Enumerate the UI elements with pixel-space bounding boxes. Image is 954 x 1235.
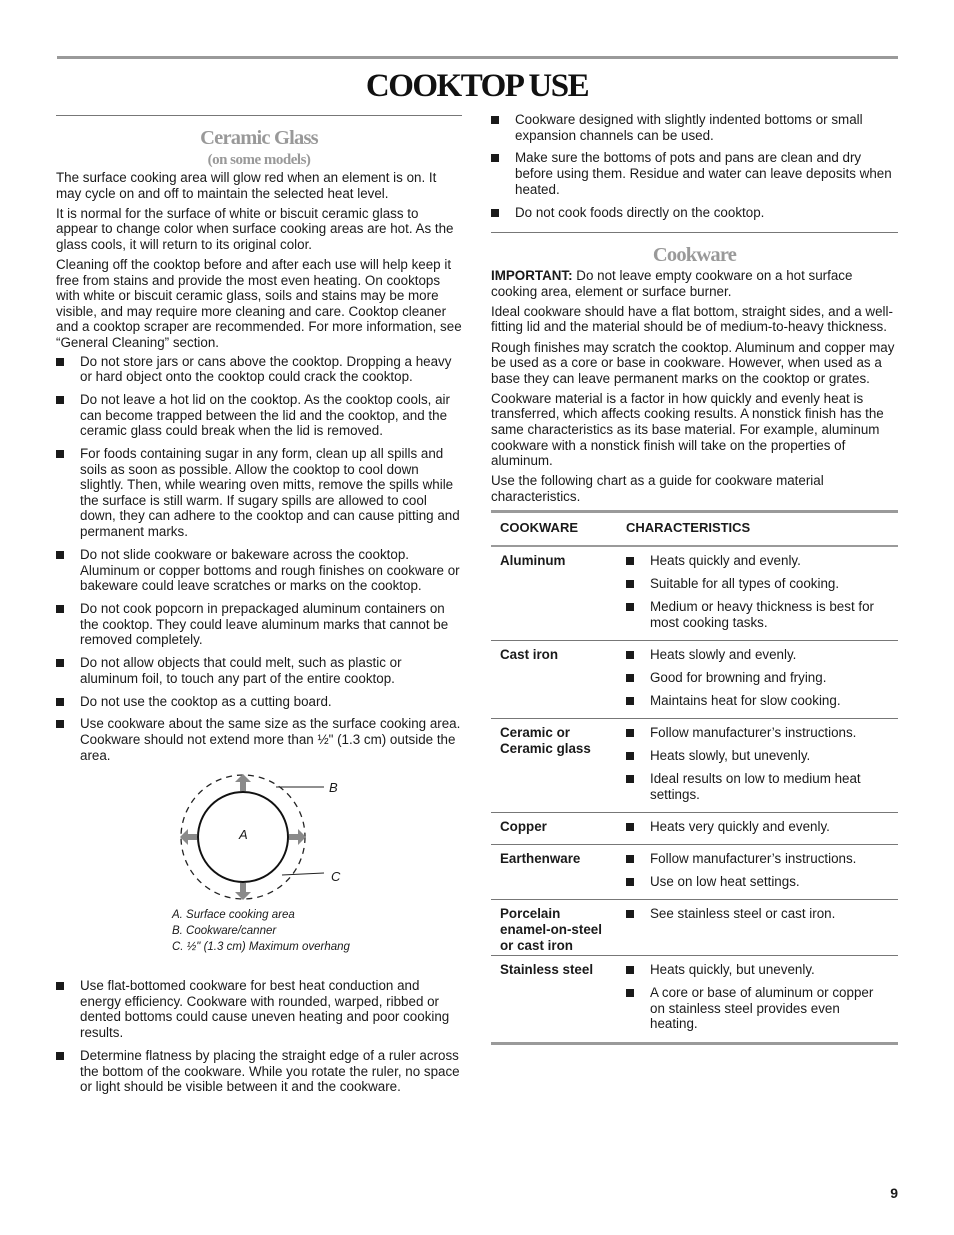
column-header-characteristics: CHARACTERISTICS bbox=[617, 512, 898, 546]
list-item: Do not leave a hot lid on the cooktop. As the cooktop cools, air can become trapped between the lid and the cooktop, and the ceramic glass could break when the lid is removed. bbox=[56, 392, 462, 439]
caption: B. Cookware/canner bbox=[172, 925, 277, 938]
bullet-square-icon bbox=[56, 659, 64, 667]
list-item: For foods containing sugar in any form, clean up all spills and soils as soon as possible. Allow the cooktop to cool down slightly. Then, while wearing oven mitts, remove the spills while the surface is still warm. If sugary spills are allowed to cool down, they can adhere to the cooktop and can cause pitting and permanent marks. bbox=[56, 446, 462, 540]
cookware-name: Ceramic or Ceramic glass bbox=[491, 719, 617, 813]
bullet-square-icon bbox=[491, 209, 499, 217]
paragraph: It is normal for the surface of white or biscuit ceramic glass to appear to change color when surface cooking areas are hot. As the glass cools, it will return to its original color. bbox=[56, 205, 454, 252]
section-divider bbox=[491, 232, 898, 233]
bullet-square-icon bbox=[56, 605, 64, 613]
cookware-heading: Cookware bbox=[652, 244, 737, 267]
paragraph: Ideal cookware should have a flat bottom, straight sides, and a well-fitting lid and the material should be of medium-to-heavy thickness. bbox=[491, 303, 893, 335]
page-title: COOKTOP USE bbox=[365, 68, 589, 104]
ceramic-bullet-list bbox=[56, 354, 462, 764]
list-item: Ideal results on low to medium heat settings. bbox=[626, 771, 889, 802]
list-item: Heats quickly, but unevenly. bbox=[626, 962, 889, 978]
cookware-tips-list bbox=[491, 112, 898, 220]
caption: A. Surface cooking area bbox=[172, 909, 295, 922]
list-item: Do not cook popcorn in prepackaged aluminum containers on the cooktop. They could leave aluminum marks that cannot be removed completely. bbox=[56, 601, 462, 648]
cookware-overhang-diagram bbox=[56, 772, 462, 968]
cookware-name: Earthenware bbox=[491, 845, 617, 900]
table-row bbox=[491, 900, 898, 956]
list-item: Good for browning and frying. bbox=[626, 670, 889, 686]
left-column bbox=[56, 115, 462, 1102]
list-item: Maintains heat for slow cooking. bbox=[626, 693, 889, 709]
list-item: Do not cook foods directly on the cooktop. bbox=[491, 205, 898, 221]
cookware-characteristics-table bbox=[491, 510, 898, 1044]
bullet-square-icon bbox=[626, 966, 634, 974]
table-header-row bbox=[491, 512, 898, 546]
bullet-square-icon bbox=[626, 989, 634, 997]
important-label: IMPORTANT: bbox=[491, 268, 573, 284]
list-item: Cookware designed with slightly indented bottoms or small expansion channels can be used. bbox=[491, 112, 898, 143]
top-rule bbox=[57, 56, 898, 59]
characteristics-cell bbox=[617, 845, 898, 900]
bullet-square-icon bbox=[56, 698, 64, 706]
bullet-square-icon bbox=[626, 603, 634, 611]
list-item: A core or base of aluminum or copper on stainless steel provides even heating. bbox=[626, 985, 889, 1032]
right-column bbox=[491, 112, 898, 1045]
bullet-square-icon bbox=[56, 358, 64, 366]
bullet-square-icon bbox=[56, 551, 64, 559]
bullet-square-icon bbox=[626, 775, 634, 783]
list-item: Determine flatness by placing the straight edge of a ruler across the bottom of the cookware. While you rotate the ruler, no space or light should be visible between it and the cookware. bbox=[56, 1048, 462, 1095]
list-item: Heats slowly and evenly. bbox=[626, 647, 889, 663]
list-item: Suitable for all types of cooking. bbox=[626, 576, 889, 592]
table-row bbox=[491, 640, 898, 718]
bullet-square-icon bbox=[491, 154, 499, 162]
bullet-square-icon bbox=[626, 878, 634, 886]
bullet-square-icon bbox=[56, 450, 64, 458]
table-row bbox=[491, 546, 898, 640]
flatness-bullet-list bbox=[56, 978, 462, 1094]
bullet-square-icon bbox=[626, 752, 634, 760]
column-header-cookware: COOKWARE bbox=[491, 512, 617, 546]
list-item: Do not use the cooktop as a cutting board. bbox=[56, 694, 462, 710]
bullet-square-icon bbox=[56, 396, 64, 404]
list-item: Do not slide cookware or bakeware across the cooktop. Aluminum or copper bottoms and rough finishes on cookware or bakeware could leave scratches or marks on the cooktop. bbox=[56, 547, 462, 594]
characteristics-cell bbox=[617, 813, 898, 845]
bullet-square-icon bbox=[626, 910, 634, 918]
bullet-square-icon bbox=[626, 729, 634, 737]
paragraph: Use the following chart as a guide for cookware material characteristics. bbox=[491, 473, 824, 504]
list-item: Use on low heat settings. bbox=[626, 874, 889, 890]
paragraph: The surface cooking area will glow red when an element is on. It may cycle on and off to maintain the selected heat level. bbox=[56, 170, 437, 201]
list-item: See stainless steel or cast iron. bbox=[626, 906, 889, 922]
paragraph: Cookware material is a factor in how quickly and evenly heat is transferred, which affects cooking results. A nonstick finish has the same characteristics as its base material. For example, aluminum cookware with a nonstick finish will take on the properties of aluminum. bbox=[491, 390, 884, 469]
page-number: 9 bbox=[890, 1185, 898, 1201]
list-item: Heats very quickly and evenly. bbox=[626, 819, 889, 835]
bullet-square-icon bbox=[626, 651, 634, 659]
paragraph: Rough finishes may scratch the cooktop. Aluminum and copper may be used as a core or base in cookware. However, when used as a base they can leave permanent marks on the cooktop or grates. bbox=[491, 339, 895, 386]
bullet-square-icon bbox=[56, 1052, 64, 1060]
important-note: IMPORTANT: Do not leave empty cookware on a hot surface cooking area, element or surface burner. bbox=[491, 268, 853, 299]
table-row bbox=[491, 719, 898, 813]
list-item: Use cookware about the same size as the surface cooking area. Cookware should not extend more than ½" (1.3 cm) outside the area. bbox=[56, 716, 462, 763]
bullet-square-icon bbox=[491, 116, 499, 124]
paragraph: Cleaning off the cooktop before and after each use will help keep it free from stains and provide the most even heating. On cooktops with white or biscuit ceramic glass, soils and stains may be more visible, and may require more cleaning and care. Cooktop cleaner and a cooktop scraper are recommended. For more information, see “General Cleaning” section. bbox=[56, 256, 462, 350]
bullet-square-icon bbox=[626, 674, 634, 682]
bullet-square-icon bbox=[626, 580, 634, 588]
cookware-name: Copper bbox=[491, 813, 617, 845]
cookware-name: Aluminum bbox=[491, 546, 617, 640]
figure-captions bbox=[172, 908, 350, 955]
table-row bbox=[491, 813, 898, 845]
table-row bbox=[491, 845, 898, 900]
list-item: Use flat-bottomed cookware for best heat conduction and energy efficiency. Cookware with rounded, warped, ribbed or dented bottoms could cause uneven heating and poor cooking results. bbox=[56, 978, 462, 1040]
caption: C. ½" (1.3 cm) Maximum overhang bbox=[172, 940, 350, 953]
label-c: C bbox=[331, 869, 341, 885]
list-item: Make sure the bottoms of pots and pans are clean and dry before using them. Residue and water can leave deposits when heated. bbox=[491, 150, 898, 197]
characteristics-cell bbox=[617, 719, 898, 813]
ceramic-glass-subtitle: (on some models) bbox=[207, 152, 311, 168]
bullet-square-icon bbox=[626, 823, 634, 831]
bullet-square-icon bbox=[626, 855, 634, 863]
list-item: Heats slowly, but unevenly. bbox=[626, 748, 889, 764]
label-a: A bbox=[239, 827, 248, 843]
list-item: Medium or heavy thickness is best for most cooking tasks. bbox=[626, 599, 889, 630]
leader-line-c bbox=[282, 873, 324, 875]
cookware-name: Stainless steel bbox=[491, 956, 617, 1043]
bullet-square-icon bbox=[626, 697, 634, 705]
list-item: Follow manufacturer’s instructions. bbox=[626, 851, 889, 867]
list-item: Do not allow objects that could melt, such as plastic or aluminum foil, to touch any part of the entire cooktop. bbox=[56, 655, 462, 686]
list-item: Do not store jars or cans above the cooktop. Dropping a heavy or hard object onto the cooktop could crack the cooktop. bbox=[56, 354, 462, 385]
characteristics-cell bbox=[617, 546, 898, 640]
characteristics-cell bbox=[617, 900, 898, 956]
bullet-square-icon bbox=[56, 720, 64, 728]
characteristics-cell bbox=[617, 956, 898, 1043]
bullet-square-icon bbox=[56, 982, 64, 990]
list-item: Heats quickly and evenly. bbox=[626, 553, 889, 569]
table-row bbox=[491, 956, 898, 1043]
ceramic-glass-heading: Ceramic Glass bbox=[200, 127, 318, 149]
cookware-name: Cast iron bbox=[491, 640, 617, 718]
bullet-square-icon bbox=[626, 557, 634, 565]
cookware-name: Porcelain enamel-on-steel or cast iron bbox=[491, 900, 617, 956]
characteristics-cell bbox=[617, 640, 898, 718]
label-b: B bbox=[329, 780, 338, 796]
section-divider bbox=[56, 115, 462, 116]
list-item: Follow manufacturer’s instructions. bbox=[626, 725, 889, 741]
